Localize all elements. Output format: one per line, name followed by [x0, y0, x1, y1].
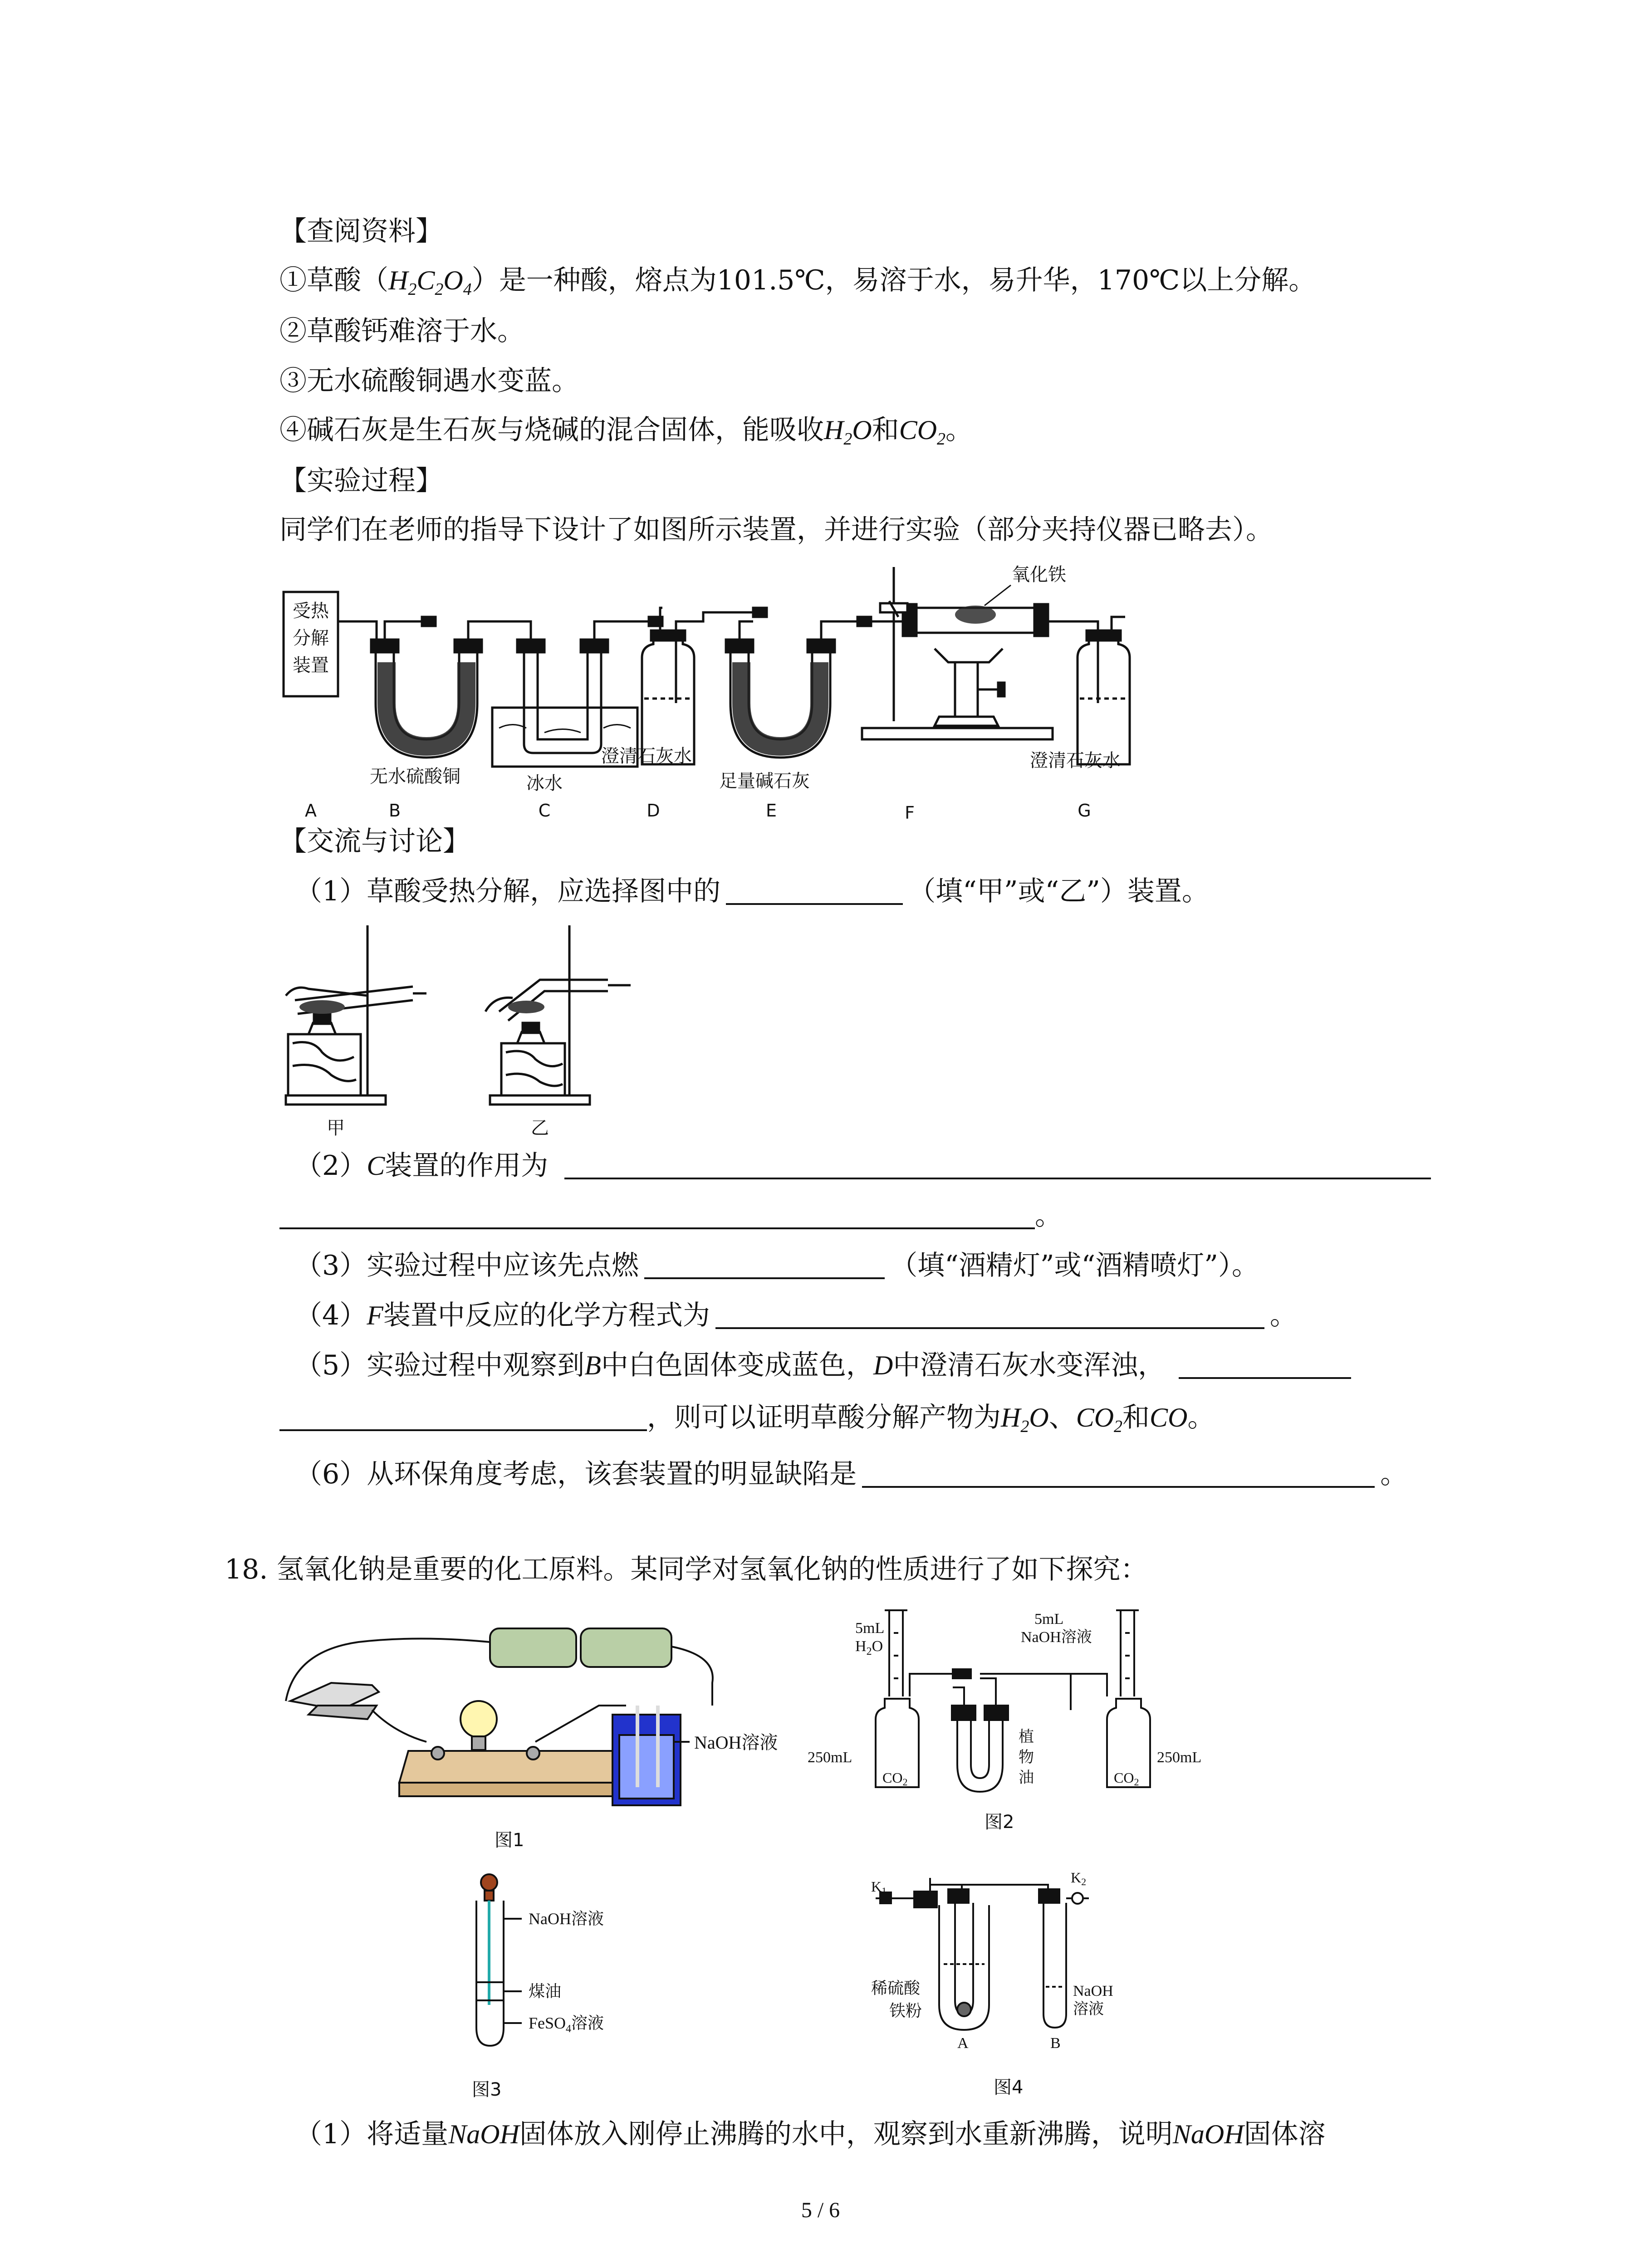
answer-blank-4[interactable]: [715, 1301, 1264, 1329]
heating-apparatus-jia-yi: [272, 921, 681, 1148]
fig2-oil-2: 物: [1019, 1748, 1034, 1766]
fig4-iron: 铁粉: [889, 2002, 922, 2020]
label-soda-lime: 足量碱石灰: [719, 771, 810, 792]
fig2-vol-left: 5mL: [855, 1620, 885, 1637]
question-5: （5）实验过程中观察到B中白色固体变成蓝色，D中澄清石灰水变浑浊，: [295, 1347, 1351, 1383]
fig1-naoh-label: NaOH溶液: [694, 1732, 778, 1753]
procedure-text: 同学们在老师的指导下设计了如图所示装置，并进行实验（部分夹持仪器已略去）。: [279, 514, 1273, 546]
letter-d: D: [647, 801, 660, 821]
letter-g: G: [1078, 801, 1091, 821]
label-anhydrous-cuso4: 无水硫酸铜: [370, 766, 460, 787]
fig2-naoh: NaOH溶液: [1021, 1629, 1092, 1646]
fig4-naoh-1: NaOH: [1073, 1983, 1113, 1999]
label-limewater-d: 澄清石灰水: [601, 746, 692, 767]
question-18-1: （1）将适量NaOH固体放入刚停止沸腾的水中，观察到水重新沸腾，说明NaOH固体溶: [295, 2118, 1326, 2150]
fig3-naoh: NaOH溶液: [529, 1910, 604, 1928]
fig2-vol-right: 5mL: [1034, 1611, 1064, 1628]
page-number: 5 / 6: [801, 2198, 840, 2222]
fig4-b: B: [1050, 2035, 1061, 2052]
fig2-volume-left: 250mL: [808, 1749, 852, 1766]
letter-f: F: [905, 803, 915, 823]
fig3-kerosene: 煤油: [529, 1982, 562, 2001]
question-1: （1）草酸受热分解，应选择图中的 （填“甲”或“乙”）装置。: [295, 875, 1209, 907]
answer-blank-5b[interactable]: [279, 1403, 647, 1431]
heating-box-label-line2: 分解: [293, 628, 329, 649]
section-heading-reference: 【查阅资料】: [279, 215, 443, 247]
fig2-caption: 图2: [985, 1812, 1014, 1833]
label-jia: 甲: [327, 1118, 345, 1139]
figure-1-conductivity: [281, 1615, 826, 1869]
question-4: （4）F装置中反应的化学方程式为 。: [295, 1300, 1297, 1331]
fig2-co2-left: CO2: [882, 1769, 908, 1788]
fig4-caption: 图4: [994, 2077, 1024, 2098]
reference-item-4: ④碱石灰是生石灰与烧碱的混合固体，能吸收$H_2O$和$CO_2$。: [279, 414, 973, 449]
fig2-h2o: $H_2O$: [855, 1638, 883, 1657]
label-limewater-g: 澄清石灰水: [1030, 750, 1121, 771]
heating-box-label-line1: 受热: [293, 601, 329, 621]
answer-blank-2b[interactable]: [279, 1201, 1035, 1229]
letter-b: B: [388, 801, 401, 821]
fig3-caption: 图3: [472, 2079, 502, 2100]
fig4-acid: 稀硫酸: [871, 1979, 921, 1998]
reference-item-3: ③无水硫酸铜遇水变蓝。: [279, 365, 579, 397]
figure-3-feso4: [463, 1873, 735, 2109]
question-18-title: 18. 氢氧化钠是重要的化工原料。某同学对氢氧化钠的性质进行了如下探究：: [225, 1554, 1148, 1585]
answer-blank-5a[interactable]: [1179, 1351, 1351, 1379]
label-yi: 乙: [531, 1118, 549, 1139]
question-3: （3）实验过程中应该先点燃 （填“酒精灯”或“酒精喷灯”）。: [295, 1250, 1259, 1281]
fig4-k1: K1: [871, 1878, 887, 1897]
fig1-caption: 图1: [495, 1830, 524, 1851]
letter-c: C: [538, 801, 551, 821]
reference-item-1: ①草酸$(H_2C_2O_4)$是一种酸，熔点为101.5℃，易溶于水，易升华，170℃以上分解。: [279, 264, 1316, 299]
question-2-continued: 。: [279, 1198, 1062, 1234]
fig4-a: A: [957, 2035, 969, 2052]
label-ice-water: 冰水: [526, 773, 563, 794]
fig4-naoh-2: 溶液: [1073, 2000, 1104, 2018]
label-iron-oxide: 氧化铁: [1012, 564, 1066, 585]
fig2-oil-1: 植: [1019, 1728, 1034, 1746]
fig3-feso4: FeSO$_4$溶液: [529, 2014, 604, 2035]
question-2: （2）C装置的作用为: [295, 1148, 1431, 1184]
section-heading-procedure: 【实验过程】: [279, 465, 443, 497]
answer-blank-6[interactable]: [862, 1460, 1375, 1488]
answer-blank-2a[interactable]: [564, 1151, 1431, 1179]
fig2-volume-right: 250mL: [1157, 1749, 1202, 1766]
question-6: （6）从环保角度考虑，该套装置的明显缺陷是 。: [295, 1458, 1408, 1490]
answer-blank-1[interactable]: [726, 877, 903, 905]
letter-a: A: [305, 801, 317, 821]
letter-e: E: [765, 801, 777, 821]
heating-box-label-line3: 装置: [293, 655, 329, 676]
answer-blank-3[interactable]: [644, 1251, 885, 1279]
apparatus-diagram: [272, 553, 1180, 835]
fig2-oil-3: 油: [1019, 1769, 1034, 1787]
figure-4-fe-oh2: [871, 1864, 1125, 2118]
fig4-k2: K2: [1071, 1869, 1087, 1887]
question-5-continued: ，则可以证明草酸分解产物为$H_2O$、$CO_2$和CO。: [279, 1399, 1215, 1436]
formula-oxalic-acid: $H_2C_2O_4$: [388, 265, 472, 299]
section-heading-discussion: 【交流与讨论】: [279, 826, 470, 857]
reference-item-2: ②草酸钙难溶于水。: [279, 315, 524, 347]
fig2-co2-right: CO2: [1114, 1769, 1139, 1788]
figure-2-co2-bottles: [808, 1606, 1216, 1869]
